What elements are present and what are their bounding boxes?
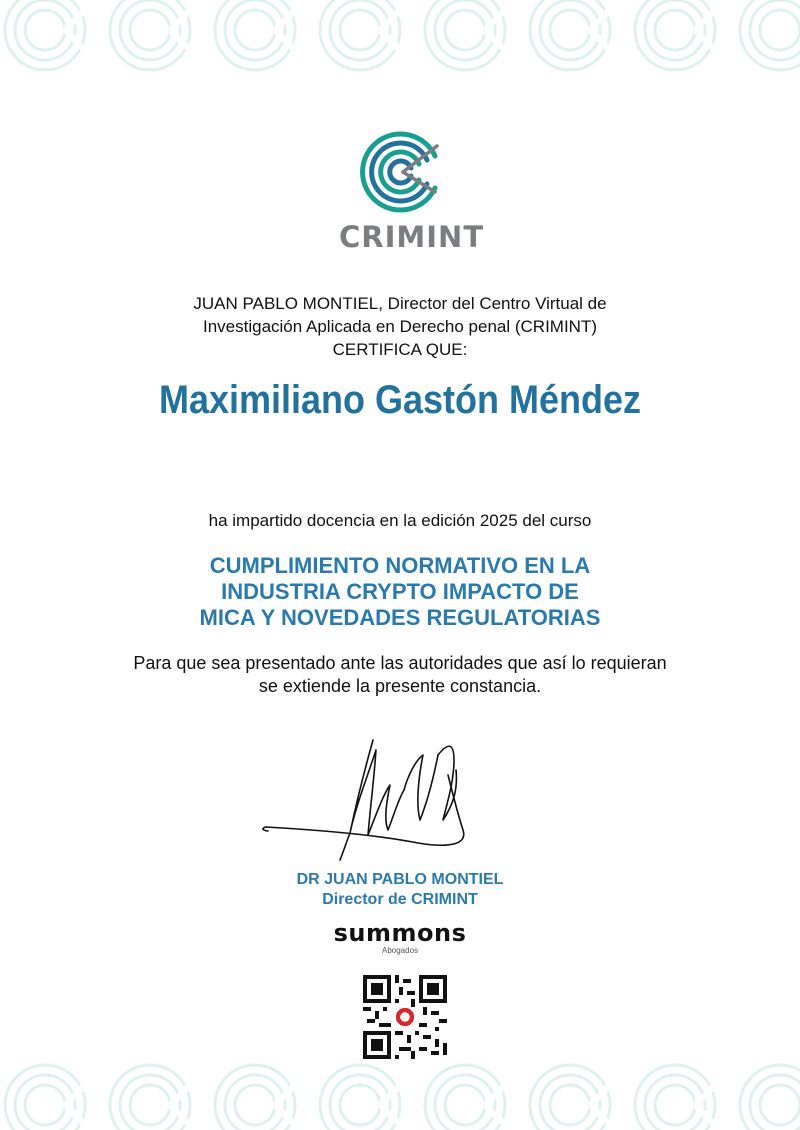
sponsor-tagline: Abogados [381, 946, 419, 955]
certifies-line: CERTIFICA QUE: [332, 340, 468, 359]
crimint-logo-icon [339, 126, 461, 216]
signer-name: DR JUAN PABLO MONTIEL [296, 871, 504, 888]
issuer-statement [0, 292, 800, 361]
signature-svg [258, 735, 478, 865]
course-title-line-1: CUMPLIMIENTO NORMATIVO EN LA [209, 553, 591, 578]
issuer-line-1: JUAN PABLO MONTIEL, Director del Centro Virtual de [193, 294, 607, 313]
issuer-line-2: Investigación Aplicada en Derecho penal (CRIMINT) [202, 317, 598, 336]
course-title-line-2: INDUSTRIA CRYPTO IMPACTO DE [221, 579, 579, 604]
sponsor-logo: summons [333, 919, 467, 947]
logo-wordmark: CRIMINT [339, 220, 485, 254]
closing-statement [0, 652, 800, 698]
top-decorative-pattern [0, 0, 800, 80]
signer-block [0, 870, 800, 910]
bottom-decorative-pattern [0, 1050, 800, 1130]
pattern-top-svg [0, 0, 800, 80]
teaching-statement: ha impartido docencia en la edición 2025 del curso [208, 511, 592, 530]
pattern-bottom-svg [0, 1050, 800, 1130]
handwritten-signature [258, 735, 478, 865]
course-title-line-3: MICA Y NOVEDADES REGULATORIAS [199, 605, 601, 630]
closing-line-1: Para que sea presentado ante las autoridades que así lo requieran [133, 653, 667, 673]
qr-code-icon [363, 975, 447, 1059]
qr-code[interactable] [363, 975, 447, 1059]
course-title [0, 553, 800, 631]
signer-role: Director de CRIMINT [322, 891, 478, 908]
recipient-name: Maximiliano Gastón Méndez [158, 378, 642, 422]
crimint-logo [339, 126, 485, 254]
closing-line-2: se extiende la presente constancia. [258, 676, 542, 696]
